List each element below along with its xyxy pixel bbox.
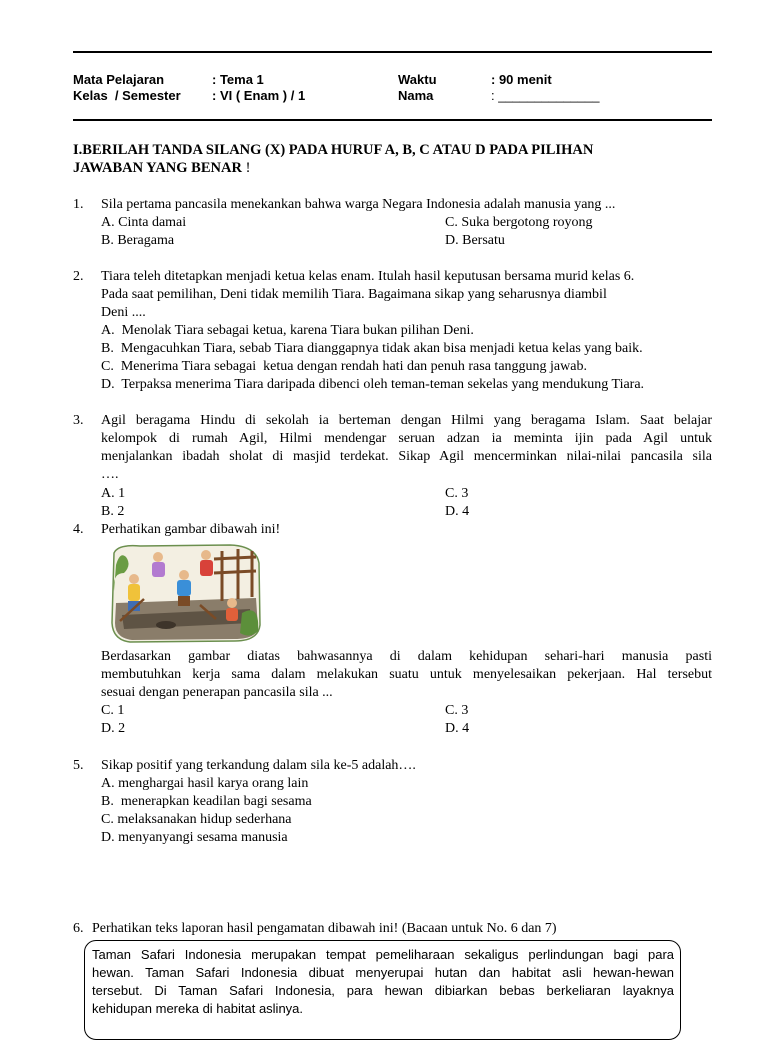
q2-option-d[interactable]: D. Terpaksa menerima Tiara daripada dibenci oleh teman-teman sekelas yang mendukung Tiara. <box>101 377 645 392</box>
q2-line-2: Pada saat pemilihan, Deni tidak memilih Tiara. Bagaimana sikap yang seharusnya diambil <box>101 287 607 302</box>
q4-option-c[interactable]: C. 3 <box>445 703 469 718</box>
q4-text: Perhatikan gambar dibawah ini! <box>101 522 281 537</box>
class-value: : VI ( Enam ) / 1 <box>212 88 306 103</box>
cooperation-illustration <box>110 543 261 643</box>
q1-text: Sila pertama pancasila menekankan bahwa warga Negara Indonesia adalah manusia yang ... <box>101 197 616 212</box>
q3-line-3: menjalankan ibadah sholat di masjid terdekat. Sikap Agil mencerminkan nilai-nilai pancasila sila <box>101 449 712 464</box>
subject-label: Mata Pelajaran <box>73 72 165 87</box>
q4-line-2: membutuhkan kerja sama dalam melakukan suatu untuk menyelesaikan pekerjaan. Hal tersebut <box>101 667 712 682</box>
box-line-2: hewan. Taman Safari Indonesia dibuat menyerupai hutan dan habitat asli hewan-hewan <box>92 965 674 980</box>
q1-option-d[interactable]: D. Bersatu <box>445 233 505 248</box>
q5-option-b[interactable]: B. menerapkan keadilan bagi sesama <box>101 794 312 809</box>
q4-text-after <box>101 648 712 702</box>
q3-option-c[interactable]: C. 3 <box>445 486 469 501</box>
box-line-1: Taman Safari Indonesia merupakan tempat pemeliharaan sekaligus perlindungan bagi para <box>92 947 674 962</box>
q3-text <box>101 412 712 484</box>
box-line-3: tersebut. Di Taman Safari Indonesia, para hewan dibiarkan bebas berkeliaran layaknya <box>92 983 674 998</box>
q3-line-1: Agil beragama Hindu di sekolah ia berteman dengan Hilmi yang beragama Islam. Saat belajar <box>101 413 712 428</box>
q4-number: 4. <box>73 522 84 537</box>
q5-option-d[interactable]: D. menyanyangi sesama manusia <box>101 830 288 845</box>
q1-option-c[interactable]: C. Suka bergotong royong <box>445 215 593 230</box>
q3-option-d[interactable]: D. 4 <box>445 504 470 519</box>
q4-line-1: Berdasarkan gambar diatas bahwasannya di dalam kehidupan sehari-hari manusia pasti <box>101 649 712 664</box>
observation-text-box <box>84 940 681 1040</box>
q4-line-3: sesuai dengan penerapan pancasila sila ... <box>101 685 333 700</box>
q3-option-b[interactable]: B. 2 <box>101 504 125 519</box>
q1-option-b[interactable]: B. Beragama <box>101 233 175 248</box>
instruction <box>73 141 713 177</box>
q5-option-a[interactable]: A. menghargai hasil karya orang lain <box>101 776 309 791</box>
top-rule <box>73 51 712 53</box>
q2-number: 2. <box>73 269 84 284</box>
q4-option-a[interactable]: C. 1 <box>101 703 125 718</box>
instruction-line-1: I.BERILAH TANDA SILANG (X) PADA HURUF A, B, C ATAU D PADA PILIHAN <box>73 142 594 158</box>
subject-value: : Tema 1 <box>212 72 264 87</box>
q3-number: 3. <box>73 413 84 428</box>
instruction-line-2-tail: ! <box>241 160 251 176</box>
q1-number: 1. <box>73 197 84 212</box>
time-value: : 90 menit <box>491 72 552 87</box>
name-field[interactable]: : ______________ <box>491 88 600 103</box>
q2-option-a[interactable]: A. Menolak Tiara sebagai ketua, karena Tiara bukan pilihan Deni. <box>101 323 474 338</box>
q5-text: Sikap positif yang terkandung dalam sila ke-5 adalah…. <box>101 758 416 773</box>
q4-option-b[interactable]: D. 2 <box>101 721 126 736</box>
q4-option-d[interactable]: D. 4 <box>445 721 470 736</box>
name-label: Nama <box>398 88 434 103</box>
box-line-4: kehidupan mereka di habitat aslinya. <box>92 1001 304 1016</box>
q5-number: 5. <box>73 758 84 773</box>
instruction-line-2 <box>73 159 713 177</box>
q6-number: 6. <box>73 921 84 936</box>
instruction-line-2-text: JAWABAN YANG BENAR <box>73 160 242 176</box>
q2-option-b[interactable]: B. Mengacuhkan Tiara, sebab Tiara dianggapnya tidak akan bisa menjadi ketua kelas yang baik. <box>101 341 643 356</box>
class-label: Kelas / Semester <box>73 88 181 103</box>
time-label: Waktu <box>398 72 437 87</box>
q1-option-a[interactable]: A. Cinta damai <box>101 215 187 230</box>
q2-line-1: Tiara teleh ditetapkan menjadi ketua kelas enam. Itulah hasil keputusan bersama murid kelas 6. <box>101 269 635 284</box>
q2-option-c[interactable]: C. Menerima Tiara sebagai ketua dengan rendah hati dan penuh rasa tanggung jawab. <box>101 359 587 374</box>
q3-line-4: …. <box>101 467 119 482</box>
q3-option-a[interactable]: A. 1 <box>101 486 126 501</box>
q2-line-3: Deni .... <box>101 305 146 320</box>
q3-line-2: kelompok di rumah Agil, Hilmi mendengar seruan adzan ia meminta ijin pada Agil untuk <box>101 431 712 446</box>
q5-option-c[interactable]: C. melaksanakan hidup sederhana <box>101 812 292 827</box>
q6-text: Perhatikan teks laporan hasil pengamatan dibawah ini! (Bacaan untuk No. 6 dan 7) <box>92 921 557 936</box>
header-bottom-rule <box>73 119 712 121</box>
